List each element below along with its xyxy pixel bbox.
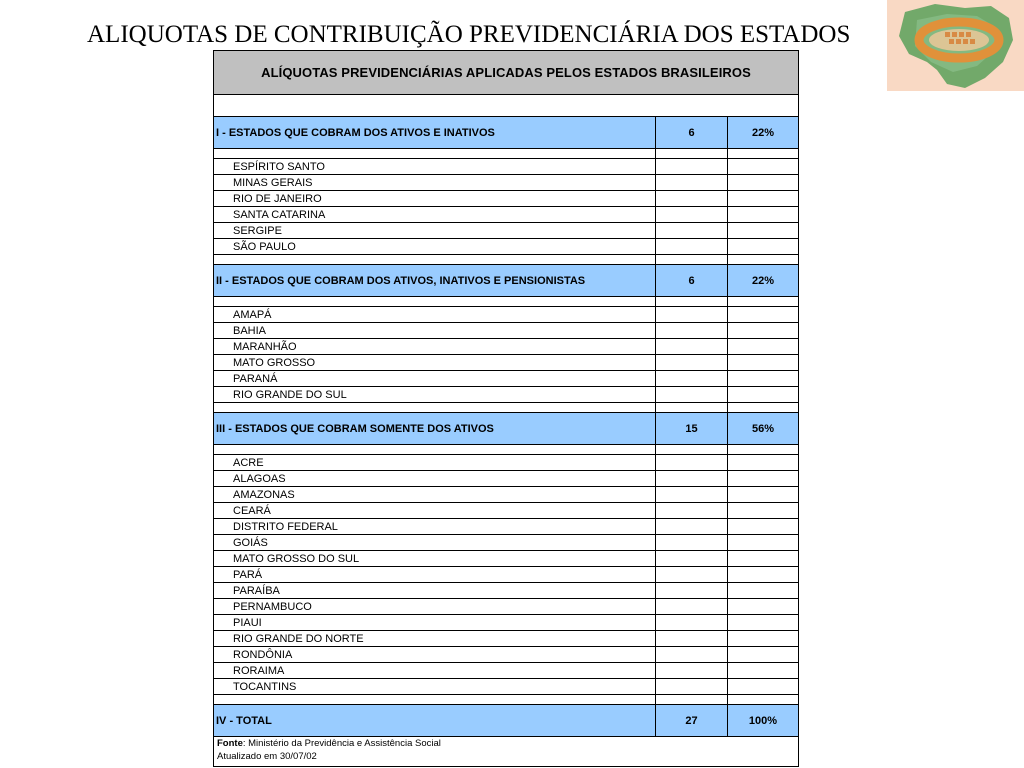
state-row: [213, 679, 799, 695]
spacer-cell: [727, 149, 799, 158]
state-name: PIAUI: [213, 615, 655, 630]
count-cell: [655, 471, 727, 486]
count-cell: [655, 551, 727, 566]
count-cell: [655, 519, 727, 534]
brazil-map-logo-icon: [887, 0, 1024, 91]
contribution-rates-table: [213, 50, 800, 767]
spacer-row: [213, 403, 799, 413]
percent-cell: [727, 239, 799, 254]
percent-cell: [727, 535, 799, 550]
state-row: [213, 631, 799, 647]
section-label: II - ESTADOS QUE COBRAM DOS ATIVOS, INATIVOS E PENSIONISTAS: [213, 265, 655, 296]
percent-cell: [727, 371, 799, 386]
count-cell: [655, 339, 727, 354]
section-count: 6: [655, 117, 727, 148]
count-cell: [655, 307, 727, 322]
state-name: CEARÁ: [213, 503, 655, 518]
spacer-cell: [213, 297, 655, 306]
total-count: 27: [655, 705, 727, 736]
state-row: [213, 455, 799, 471]
state-row: [213, 551, 799, 567]
spacer-cell: [727, 297, 799, 306]
count-cell: [655, 631, 727, 646]
count-cell: [655, 535, 727, 550]
spacer-cell: [213, 695, 655, 704]
spacer-cell: [727, 255, 799, 264]
spacer-cell: [655, 149, 727, 158]
count-cell: [655, 207, 727, 222]
state-row: [213, 339, 799, 355]
section-percent: 22%: [727, 117, 799, 148]
percent-cell: [727, 159, 799, 174]
total-row: [213, 705, 799, 737]
state-name: SANTA CATARINA: [213, 207, 655, 222]
total-percent: 100%: [727, 705, 799, 736]
count-cell: [655, 583, 727, 598]
state-row: [213, 503, 799, 519]
percent-cell: [727, 519, 799, 534]
percent-cell: [727, 551, 799, 566]
state-row: [213, 307, 799, 323]
blank-row: [213, 95, 799, 117]
state-row: [213, 323, 799, 339]
percent-cell: [727, 487, 799, 502]
state-row: [213, 599, 799, 615]
state-row: [213, 191, 799, 207]
percent-cell: [727, 679, 799, 694]
percent-cell: [727, 355, 799, 370]
section-row: [213, 413, 799, 445]
state-name: ALAGOAS: [213, 471, 655, 486]
spacer-cell: [213, 445, 655, 454]
section-row: [213, 117, 799, 149]
spacer-cell: [655, 297, 727, 306]
percent-cell: [727, 583, 799, 598]
count-cell: [655, 191, 727, 206]
percent-cell: [727, 175, 799, 190]
percent-cell: [727, 567, 799, 582]
count-cell: [655, 239, 727, 254]
spacer-row: [213, 255, 799, 265]
state-name: MINAS GERAIS: [213, 175, 655, 190]
state-row: [213, 371, 799, 387]
count-cell: [655, 323, 727, 338]
state-row: [213, 387, 799, 403]
percent-cell: [727, 207, 799, 222]
spacer-cell: [655, 403, 727, 412]
state-name: RIO GRANDE DO SUL: [213, 387, 655, 402]
percent-cell: [727, 471, 799, 486]
spacer-row: [213, 695, 799, 705]
state-row: [213, 647, 799, 663]
percent-cell: [727, 455, 799, 470]
state-row: [213, 615, 799, 631]
percent-cell: [727, 387, 799, 402]
state-name: DISTRITO FEDERAL: [213, 519, 655, 534]
spacer-cell: [727, 445, 799, 454]
state-row: [213, 239, 799, 255]
state-row: [213, 207, 799, 223]
state-name: TOCANTINS: [213, 679, 655, 694]
spacer-cell: [655, 445, 727, 454]
state-row: [213, 223, 799, 239]
state-name: SÃO PAULO: [213, 239, 655, 254]
spacer-cell: [655, 255, 727, 264]
section-percent: 22%: [727, 265, 799, 296]
section-label: I - ESTADOS QUE COBRAM DOS ATIVOS E INATIVOS: [213, 117, 655, 148]
table-footer: [213, 737, 799, 767]
count-cell: [655, 355, 727, 370]
count-cell: [655, 455, 727, 470]
state-name: ACRE: [213, 455, 655, 470]
state-name: RIO DE JANEIRO: [213, 191, 655, 206]
updated-line: Atualizado em 30/07/02: [217, 751, 317, 762]
source-line: [217, 737, 798, 750]
section-label: III - ESTADOS QUE COBRAM SOMENTE DOS ATIVOS: [213, 413, 655, 444]
table-header: [213, 50, 799, 95]
spacer-cell: [213, 403, 655, 412]
count-cell: [655, 599, 727, 614]
percent-cell: [727, 663, 799, 678]
state-name: PARAÍBA: [213, 583, 655, 598]
state-name: SERGIPE: [213, 223, 655, 238]
count-cell: [655, 159, 727, 174]
percent-cell: [727, 503, 799, 518]
state-row: [213, 535, 799, 551]
spacer-cell: [213, 149, 655, 158]
blank-cell: [213, 95, 799, 116]
spacer-row: [213, 445, 799, 455]
state-row: [213, 175, 799, 191]
state-name: PERNAMBUCO: [213, 599, 655, 614]
state-name: AMAZONAS: [213, 487, 655, 502]
state-name: RORAIMA: [213, 663, 655, 678]
percent-cell: [727, 599, 799, 614]
spacer-cell: [655, 695, 727, 704]
percent-cell: [727, 223, 799, 238]
state-name: PARANÁ: [213, 371, 655, 386]
count-cell: [655, 487, 727, 502]
percent-cell: [727, 339, 799, 354]
state-name: AMAPÁ: [213, 307, 655, 322]
state-row: [213, 583, 799, 599]
section-count: 15: [655, 413, 727, 444]
state-row: [213, 567, 799, 583]
count-cell: [655, 615, 727, 630]
state-name: MATO GROSSO DO SUL: [213, 551, 655, 566]
spacer-row: [213, 297, 799, 307]
percent-cell: [727, 191, 799, 206]
state-row: [213, 159, 799, 175]
percent-cell: [727, 307, 799, 322]
state-name: PARÁ: [213, 567, 655, 582]
percent-cell: [727, 323, 799, 338]
section-row: [213, 265, 799, 297]
count-cell: [655, 663, 727, 678]
source-label: Fonte: [217, 738, 243, 749]
state-name: RONDÔNIA: [213, 647, 655, 662]
state-name: RIO GRANDE DO NORTE: [213, 631, 655, 646]
state-name: BAHIA: [213, 323, 655, 338]
source-text: : Ministério da Previdência e Assistência Social: [242, 738, 441, 749]
section-percent: 56%: [727, 413, 799, 444]
state-row: [213, 663, 799, 679]
percent-cell: [727, 615, 799, 630]
slide-title: ALIQUOTAS DE CONTRIBUIÇÃO PREVIDENCIÁRIA DOS ESTADOS: [87, 21, 851, 48]
count-cell: [655, 387, 727, 402]
state-name: ESPÍRITO SANTO: [213, 159, 655, 174]
count-cell: [655, 371, 727, 386]
state-name: MARANHÃO: [213, 339, 655, 354]
table-title: ALÍQUOTAS PREVIDENCIÁRIAS APLICADAS PELOS ESTADOS BRASILEIROS: [213, 51, 799, 94]
count-cell: [655, 647, 727, 662]
percent-cell: [727, 647, 799, 662]
total-label: IV - TOTAL: [213, 705, 655, 736]
state-name: MATO GROSSO: [213, 355, 655, 370]
section-count: 6: [655, 265, 727, 296]
count-cell: [655, 567, 727, 582]
spacer-cell: [213, 255, 655, 264]
state-row: [213, 355, 799, 371]
state-row: [213, 519, 799, 535]
percent-cell: [727, 631, 799, 646]
state-name: GOIÁS: [213, 535, 655, 550]
count-cell: [655, 223, 727, 238]
state-row: [213, 471, 799, 487]
count-cell: [655, 679, 727, 694]
state-row: [213, 487, 799, 503]
spacer-cell: [727, 695, 799, 704]
spacer-cell: [727, 403, 799, 412]
spacer-row: [213, 149, 799, 159]
count-cell: [655, 503, 727, 518]
count-cell: [655, 175, 727, 190]
